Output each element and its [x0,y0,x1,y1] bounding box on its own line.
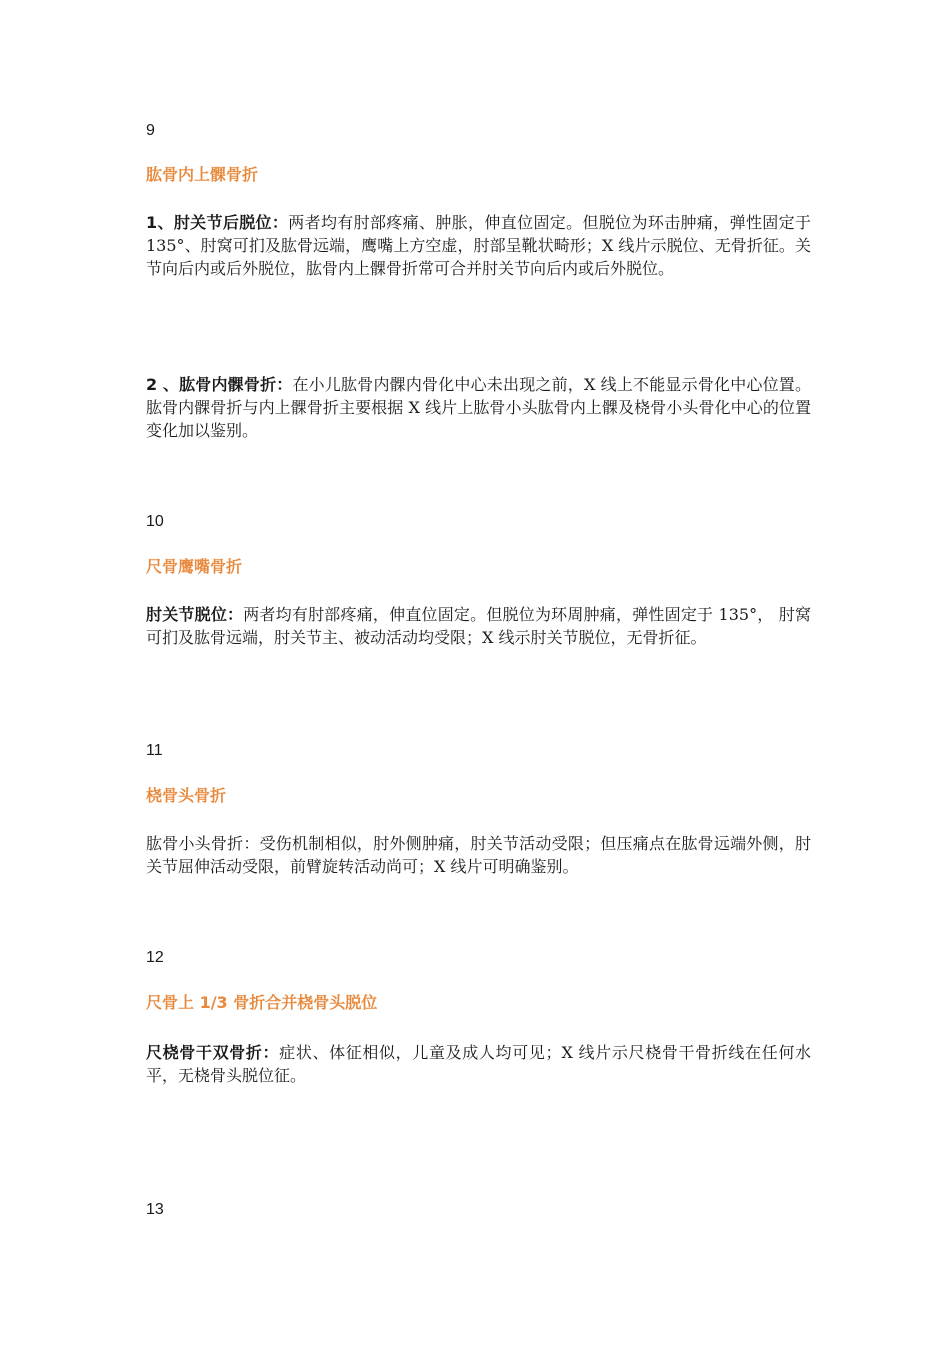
paragraph-text: 两者均有肘部疼痛、肿胀，伸直位固定。但脱位为环击肿痛，弹性固定于 135°、肘窝可扪及肱骨远端，鹰嘴上方空虚，肘部呈靴状畸形；X 线片示脱位、无骨折征。关节向后内或后外脱位，肱骨内上髁骨折常可合并肘关节向后内或后外脱位。 [146,213,811,278]
section-number: 9 [146,122,155,139]
paragraph-lead: 1、肘关节后脱位： [146,213,289,232]
section-number: 11 [146,742,163,759]
paragraph [146,603,811,649]
paragraph-lead: 尺桡骨干双骨折： [146,1043,280,1062]
paragraph [146,373,811,442]
section-heading: 肱骨内上髁骨折 [146,165,259,184]
paragraph [146,1041,811,1087]
paragraph-lead: 肘关节脱位： [146,605,244,624]
section-number: 12 [146,949,164,966]
section-number: 13 [146,1201,164,1218]
paragraph-text: 两者均有肘部疼痛，伸直位固定。但脱位为环周肿痛，弹性固定于 135°， 肘窝可扪及肱骨远端，肘关节主、被动活动均受限；X 线示肘关节脱位，无骨折征。 [146,605,811,647]
section-heading: 桡骨头骨折 [146,786,227,805]
section-heading: 尺骨鹰嘴骨折 [146,557,243,576]
paragraph-lead: 2 、肱骨内髁骨折： [146,375,293,394]
paragraph-text: 肱骨小头骨折：受伤机制相似，肘外侧肿痛，肘关节活动受限；但压痛点在肱骨远端外侧，肘关节屈伸活动受限，前臂旋转活动尚可；X 线片可明确鉴别。 [146,834,811,876]
paragraph [146,211,811,280]
paragraph-text: 在小儿肱骨内髁内骨化中心未出现之前，X 线上不能显示骨化中心位置。肱骨内髁骨折与内上髁骨折主要根据 X 线片上肱骨小头肱骨内上髁及桡骨小头骨化中心的位置变化加以鉴别。 [146,375,811,440]
section-heading: 尺骨上 1/3 骨折合并桡骨头脱位 [146,993,378,1012]
paragraph-text: 症状、体征相似，儿童及成人均可见；X 线片示尺桡骨干骨折线在任何水平，无桡骨头脱位征。 [146,1043,811,1085]
paragraph [146,832,811,878]
section-number: 10 [146,513,164,530]
